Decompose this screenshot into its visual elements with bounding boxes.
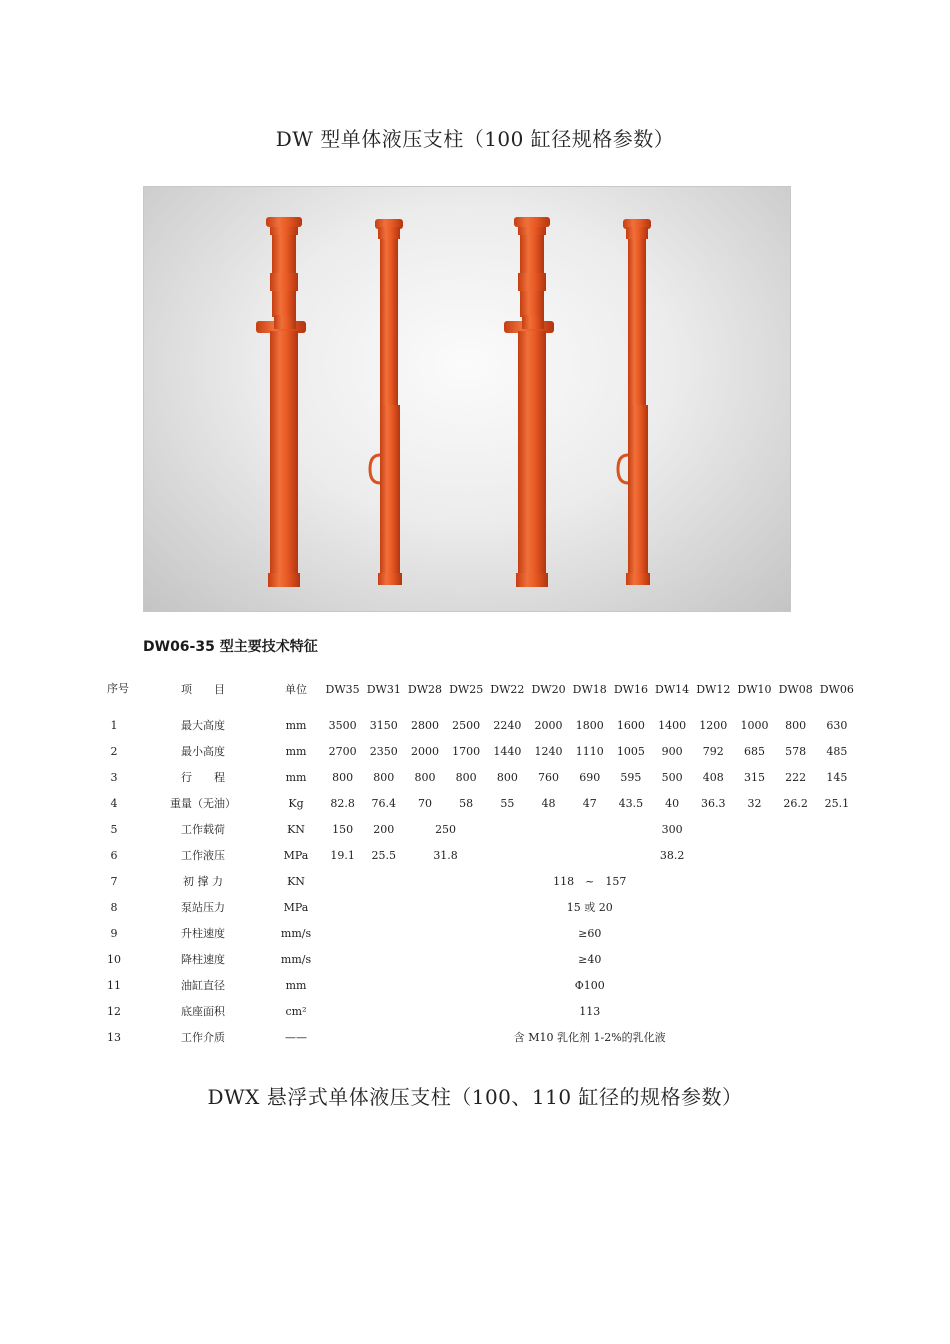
cell-value: 26.2 bbox=[783, 796, 808, 810]
header-model: DW18 bbox=[572, 682, 607, 696]
cell-value: 1000 bbox=[740, 718, 769, 732]
header-unit: 单位 bbox=[285, 683, 307, 696]
row-no: 6 bbox=[110, 848, 118, 862]
row-no: 3 bbox=[110, 770, 118, 784]
cell-value: 800 bbox=[414, 770, 436, 784]
cell-value: 1005 bbox=[616, 744, 645, 758]
cell-value: 55 bbox=[500, 796, 515, 810]
cell-value: 250 bbox=[435, 822, 457, 836]
cell-value: 2800 bbox=[410, 718, 439, 732]
row-unit: mm/s bbox=[280, 952, 312, 966]
cell-value: 200 bbox=[373, 822, 395, 836]
cell-value: ≥60 bbox=[578, 926, 602, 940]
table-row bbox=[92, 790, 857, 816]
cell-value: 630 bbox=[826, 718, 848, 732]
document-title: DW 型单体液压支柱（100 缸径规格参数） bbox=[275, 127, 675, 151]
row-no: 2 bbox=[110, 744, 118, 758]
cell-value: 82.8 bbox=[330, 796, 355, 810]
row-item: 工作介质 bbox=[181, 1031, 225, 1044]
row-unit: cm² bbox=[285, 1004, 307, 1018]
row-item: 初 撑 力 bbox=[183, 875, 223, 888]
hydraulic-prop-icon bbox=[144, 187, 790, 611]
cell-value: ≥40 bbox=[578, 952, 602, 966]
cell-value: 145 bbox=[826, 770, 848, 784]
row-item: 工作载荷 bbox=[181, 823, 225, 836]
table-row bbox=[92, 972, 857, 998]
row-item: 行 程 bbox=[181, 771, 225, 784]
cell-value: 2000 bbox=[534, 718, 563, 732]
row-item: 工作液压 bbox=[181, 849, 225, 862]
cell-value: 1440 bbox=[493, 744, 522, 758]
row-item: 油缸直径 bbox=[181, 979, 225, 992]
cell-value: 1400 bbox=[658, 718, 687, 732]
header-model: DW10 bbox=[737, 682, 772, 696]
table-row bbox=[92, 998, 857, 1024]
cell-value: 2240 bbox=[493, 718, 522, 732]
cell-value: 800 bbox=[373, 770, 395, 784]
header-model: DW20 bbox=[531, 682, 566, 696]
cell-value: 3150 bbox=[369, 718, 398, 732]
header-model: DW16 bbox=[613, 682, 648, 696]
cell-value: 31.8 bbox=[433, 848, 458, 862]
cell-value: 38.2 bbox=[659, 848, 685, 862]
header-model: DW31 bbox=[366, 682, 401, 696]
row-item: 重量（无油） bbox=[170, 797, 236, 810]
cell-value: 1600 bbox=[616, 718, 645, 732]
section-title: DWX 悬浮式单体液压支柱（100、110 缸径的规格参数） bbox=[207, 1085, 743, 1109]
header-model: DW25 bbox=[449, 682, 484, 696]
cell-value: 315 bbox=[743, 770, 765, 784]
cell-value: 485 bbox=[826, 744, 848, 758]
cell-value: 800 bbox=[455, 770, 477, 784]
row-unit: KN bbox=[287, 822, 305, 836]
cell-value: 2000 bbox=[410, 744, 439, 758]
table-header-row bbox=[92, 666, 857, 712]
row-unit: MPa bbox=[283, 900, 309, 914]
row-no: 12 bbox=[107, 1004, 121, 1018]
table-row bbox=[92, 1024, 857, 1050]
row-item: 升柱速度 bbox=[181, 927, 225, 940]
cell-value: 43.5 bbox=[618, 796, 644, 810]
row-no: 5 bbox=[110, 822, 118, 836]
cell-value: 1200 bbox=[699, 718, 728, 732]
header-item: 项 目 bbox=[181, 683, 225, 696]
cell-value: 222 bbox=[785, 770, 807, 784]
cell-value: 800 bbox=[496, 770, 518, 784]
cell-value: 1700 bbox=[452, 744, 481, 758]
header-model: DW35 bbox=[325, 682, 360, 696]
cell-value: 40 bbox=[665, 796, 680, 810]
row-item: 降柱速度 bbox=[181, 953, 225, 966]
row-item: 最大高度 bbox=[181, 719, 225, 732]
prop-1 bbox=[256, 217, 306, 587]
cell-value: 15 或 20 bbox=[566, 901, 613, 914]
row-no: 4 bbox=[110, 796, 118, 810]
table-row bbox=[92, 894, 857, 920]
row-unit: Kg bbox=[288, 796, 304, 810]
header-model: DW12 bbox=[696, 682, 731, 696]
cell-value: 500 bbox=[661, 770, 683, 784]
row-unit: mm bbox=[285, 718, 307, 732]
table-row bbox=[92, 920, 857, 946]
cell-value: Φ100 bbox=[574, 978, 605, 992]
row-item: 底座面积 bbox=[181, 1005, 225, 1018]
cell-value: 2700 bbox=[328, 744, 357, 758]
product-photo bbox=[143, 186, 791, 612]
row-unit: KN bbox=[287, 874, 305, 888]
row-unit: mm bbox=[285, 770, 307, 784]
cell-value: 150 bbox=[332, 822, 354, 836]
cell-value: 900 bbox=[661, 744, 683, 758]
cell-value: 1240 bbox=[534, 744, 563, 758]
cell-value: 25.1 bbox=[824, 796, 850, 810]
row-unit: —— bbox=[285, 1030, 307, 1044]
prop-4 bbox=[618, 219, 651, 585]
row-unit: mm bbox=[285, 744, 307, 758]
cell-value: 32 bbox=[747, 796, 762, 810]
header-model: DW28 bbox=[407, 682, 443, 696]
cell-value: 含 M10 乳化剂 1-2%的乳化液 bbox=[513, 1031, 666, 1044]
row-no: 7 bbox=[110, 874, 118, 888]
row-no: 10 bbox=[107, 952, 121, 966]
cell-value: 70 bbox=[417, 796, 432, 810]
header-no: 序号 bbox=[107, 682, 129, 695]
cell-value: 760 bbox=[538, 770, 560, 784]
header-model: DW08 bbox=[778, 682, 813, 696]
cell-value: 113 bbox=[579, 1004, 601, 1018]
cell-value: 690 bbox=[579, 770, 601, 784]
spec-table bbox=[92, 666, 857, 1050]
cell-value: 685 bbox=[743, 744, 765, 758]
cell-value: 300 bbox=[661, 822, 683, 836]
table-row bbox=[92, 738, 857, 764]
header-model: DW22 bbox=[490, 682, 525, 696]
cell-value: 578 bbox=[785, 744, 807, 758]
cell-value: 792 bbox=[702, 744, 724, 758]
cell-value: 800 bbox=[332, 770, 354, 784]
cell-value: 58 bbox=[459, 796, 474, 810]
row-unit: MPa bbox=[283, 848, 309, 862]
table-caption: DW06-35 型主要技术特征 bbox=[143, 639, 318, 655]
cell-value: 2500 bbox=[452, 718, 481, 732]
header-model: DW06 bbox=[819, 682, 854, 696]
header-model: DW14 bbox=[655, 682, 690, 696]
prop-3 bbox=[504, 217, 554, 587]
cell-value: 25.5 bbox=[371, 848, 397, 862]
cell-value: 1110 bbox=[575, 744, 604, 758]
table-row bbox=[92, 842, 857, 868]
row-item: 泵站压力 bbox=[181, 901, 225, 914]
cell-value: 48 bbox=[541, 796, 556, 810]
row-no: 13 bbox=[107, 1030, 121, 1044]
cell-value: 47 bbox=[582, 796, 597, 810]
table-row bbox=[92, 764, 857, 790]
row-item: 最小高度 bbox=[181, 745, 225, 758]
cell-value: 76.4 bbox=[371, 796, 397, 810]
table-row bbox=[92, 868, 857, 894]
row-no: 9 bbox=[110, 926, 118, 940]
table-row bbox=[92, 946, 857, 972]
cell-value: 118 ~ 157 bbox=[553, 875, 627, 888]
prop-2 bbox=[370, 219, 403, 585]
cell-value: 36.3 bbox=[701, 796, 726, 810]
cell-value: 1800 bbox=[575, 718, 604, 732]
row-no: 11 bbox=[107, 978, 121, 992]
row-unit: mm/s bbox=[280, 926, 312, 940]
cell-value: 408 bbox=[702, 770, 724, 784]
cell-value: 3500 bbox=[328, 718, 357, 732]
cell-value: 800 bbox=[785, 718, 807, 732]
cell-value: 2350 bbox=[369, 744, 398, 758]
table-row bbox=[92, 712, 857, 738]
row-no: 8 bbox=[110, 900, 118, 914]
table-row bbox=[92, 816, 857, 842]
row-no: 1 bbox=[110, 718, 118, 732]
cell-value: 595 bbox=[620, 770, 642, 784]
cell-value: 19.1 bbox=[330, 848, 355, 862]
row-unit: mm bbox=[285, 978, 307, 992]
